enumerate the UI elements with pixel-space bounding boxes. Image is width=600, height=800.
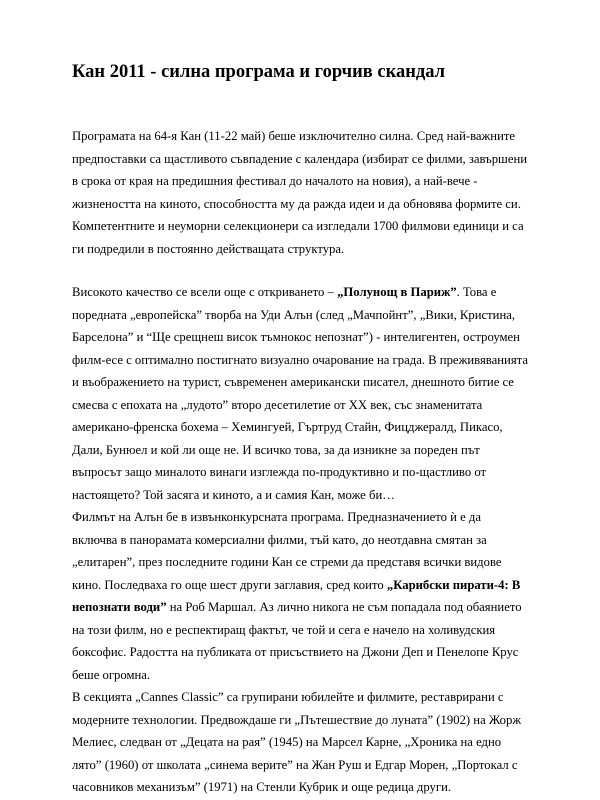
- paragraph-cannes-classic: [72, 686, 528, 799]
- paragraph-intro: [72, 125, 528, 260]
- paragraph-text: . Това е поредната „европейска” творба на Уди Алън (след „Мачпойнт”, „Вики, Кристина, Барселона” и “Ще срещнеш висок тъмнокос непознат”) - интелигентен, остроумен филм-есе с оптимално постигнато визуално очарование на града. В преживяванията и въображението на турист, съвременен американски писател, днешното битие се смесва с епохата на „лудото” второ десетилетие от XX век, със знаменитата американо-френска бохема – Хемингуей, Гъртруд Стайн, Фицджералд, Пикасо, Дали, Бунюел и кой ли още не. И всичко това, за да изникне за пореден път въпросът защо миналото винаги изглежда по-продуктивно и по-щастливо от настоящето? Той засяга и киното, а и самия Кан, може би…: [72, 285, 528, 502]
- paragraph-out-of-competition: [72, 506, 528, 686]
- paragraph-text: на Роб Маршал. Аз лично никога не съм попадала под обаянието на този филм, но е респектиращ фактът, че той и сега е начело на холивудския боксофис. Радостта на публиката от присъствието на Джони Деп и Пенелопе Крус беше огромна.: [72, 600, 522, 682]
- paragraph-text: Програмата на 64-я Кан (11-22 май) беше изключително силна. Сред най-важните предпоставки са щастливото съвпадение с календара (избират се филми, завършени в срока от края на предишния фестивал до началото на новия), а най-вече - жизнеността на киното, способността му да ражда идеи и да обновява формите си. Компетентните и неуморни селекционери са изгледали 1700 филмови единици и са ги подредили в постоянно действащата структура.: [72, 129, 528, 256]
- paragraph-text: В секцията „Cannes Classic” са групирани юбилейте и филмите, реставрирани с модерните технологии. Предвождаше ги „Пътешествие до луната” (1902) на Жорж Мелиес, следван от „Децата на рая” (1945) на Марсел Карне, „Хроника на едно лято” (1960) от школата „синема верите” на Жан Руш и Едгар Морен, „Портокал с часовников механизъм” (1971) на Стенли Кубрик и още редица други.: [72, 690, 522, 794]
- document-page: [72, 60, 528, 799]
- paragraph-text: Филмът на Алън бе в извънконкурсната програма. Предназначението ѝ е да включва в панорамата комерсиални филми, тъй като, до неотдавна смятан за „елитарен”, през последните години Кан се стреми да представя всички видове кино. Последваха го още шест други заглавия, сред които: [72, 510, 502, 592]
- paragraph-text: Високото качество се всели още с откриването –: [72, 285, 338, 299]
- film-title-bold: „Карибски пирати-4: В непознати води”: [72, 577, 521, 614]
- film-title-bold: „Полунощ в Париж”: [337, 285, 457, 299]
- paragraph-opening-film: [72, 281, 528, 506]
- article-title: Кан 2011 - силна програма и горчив скандал: [72, 62, 446, 82]
